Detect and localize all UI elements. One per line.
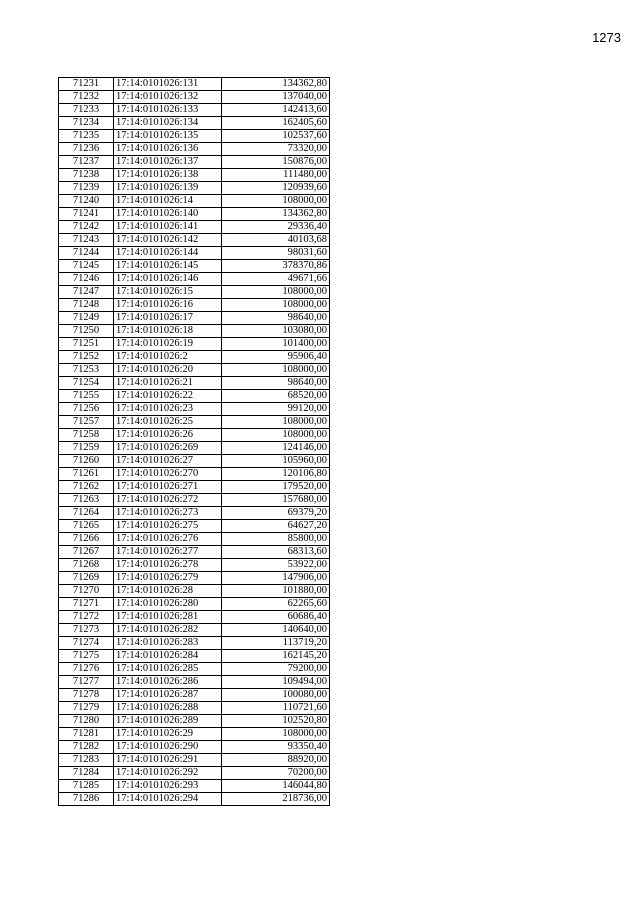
cadastral-number-cell: 17:14:0101026:132 xyxy=(114,91,222,104)
table-row xyxy=(59,455,330,468)
table-row xyxy=(59,533,330,546)
table-row xyxy=(59,169,330,182)
cadastral-number-cell: 17:14:0101026:146 xyxy=(114,273,222,286)
cadastral-number-cell: 17:14:0101026:292 xyxy=(114,767,222,780)
table-row xyxy=(59,559,330,572)
cadastral-number-cell: 17:14:0101026:18 xyxy=(114,325,222,338)
table-row xyxy=(59,676,330,689)
value-cell: 134362,80 xyxy=(222,78,330,91)
row-number-cell: 71260 xyxy=(59,455,114,468)
value-cell: 69379,20 xyxy=(222,507,330,520)
cadastral-number-cell: 17:14:0101026:26 xyxy=(114,429,222,442)
cadastral-number-cell: 17:14:0101026:279 xyxy=(114,572,222,585)
cadastral-number-cell: 17:14:0101026:290 xyxy=(114,741,222,754)
table-row xyxy=(59,273,330,286)
value-cell: 100080,00 xyxy=(222,689,330,702)
value-cell: 88920,00 xyxy=(222,754,330,767)
value-cell: 53922,00 xyxy=(222,559,330,572)
cadastral-number-cell: 17:14:0101026:133 xyxy=(114,104,222,117)
cadastral-number-cell: 17:14:0101026:271 xyxy=(114,481,222,494)
value-cell: 108000,00 xyxy=(222,195,330,208)
row-number-cell: 71262 xyxy=(59,481,114,494)
table-row xyxy=(59,195,330,208)
row-number-cell: 71239 xyxy=(59,182,114,195)
value-cell: 218736,00 xyxy=(222,793,330,806)
table-row xyxy=(59,520,330,533)
value-cell: 124146,00 xyxy=(222,442,330,455)
table-row xyxy=(59,494,330,507)
cadastral-number-cell: 17:14:0101026:141 xyxy=(114,221,222,234)
row-number-cell: 71234 xyxy=(59,117,114,130)
value-cell: 68313,60 xyxy=(222,546,330,559)
value-cell: 108000,00 xyxy=(222,429,330,442)
cadastral-number-cell: 17:14:0101026:276 xyxy=(114,533,222,546)
row-number-cell: 71264 xyxy=(59,507,114,520)
value-cell: 111480,00 xyxy=(222,169,330,182)
cadastral-number-cell: 17:14:0101026:27 xyxy=(114,455,222,468)
value-cell: 150876,00 xyxy=(222,156,330,169)
value-cell: 64627,20 xyxy=(222,520,330,533)
cadastral-number-cell: 17:14:0101026:289 xyxy=(114,715,222,728)
table-row xyxy=(59,741,330,754)
table-row xyxy=(59,416,330,429)
row-number-cell: 71257 xyxy=(59,416,114,429)
value-cell: 93350,40 xyxy=(222,741,330,754)
cadastral-number-cell: 17:14:0101026:294 xyxy=(114,793,222,806)
row-number-cell: 71244 xyxy=(59,247,114,260)
table-row xyxy=(59,637,330,650)
table-row xyxy=(59,429,330,442)
table-body xyxy=(59,78,330,806)
row-number-cell: 71285 xyxy=(59,780,114,793)
table-row xyxy=(59,91,330,104)
row-number-cell: 71261 xyxy=(59,468,114,481)
value-cell: 98640,00 xyxy=(222,377,330,390)
row-number-cell: 71247 xyxy=(59,286,114,299)
table-row xyxy=(59,481,330,494)
cadastral-number-cell: 17:14:0101026:275 xyxy=(114,520,222,533)
row-number-cell: 71254 xyxy=(59,377,114,390)
value-cell: 378370,86 xyxy=(222,260,330,273)
row-number-cell: 71252 xyxy=(59,351,114,364)
row-number-cell: 71271 xyxy=(59,598,114,611)
cadastral-number-cell: 17:14:0101026:22 xyxy=(114,390,222,403)
cadastral-number-cell: 17:14:0101026:286 xyxy=(114,676,222,689)
cadastral-number-cell: 17:14:0101026:277 xyxy=(114,546,222,559)
cadastral-number-cell: 17:14:0101026:21 xyxy=(114,377,222,390)
cadastral-number-cell: 17:14:0101026:142 xyxy=(114,234,222,247)
value-cell: 120106,80 xyxy=(222,468,330,481)
table-row xyxy=(59,260,330,273)
cadastral-number-cell: 17:14:0101026:278 xyxy=(114,559,222,572)
row-number-cell: 71277 xyxy=(59,676,114,689)
cadastral-number-cell: 17:14:0101026:2 xyxy=(114,351,222,364)
cadastral-number-cell: 17:14:0101026:283 xyxy=(114,637,222,650)
row-number-cell: 71242 xyxy=(59,221,114,234)
row-number-cell: 71281 xyxy=(59,728,114,741)
table-row xyxy=(59,793,330,806)
cadastral-number-cell: 17:14:0101026:287 xyxy=(114,689,222,702)
table-row xyxy=(59,221,330,234)
row-number-cell: 71238 xyxy=(59,169,114,182)
table-row xyxy=(59,728,330,741)
row-number-cell: 71273 xyxy=(59,624,114,637)
table-row xyxy=(59,507,330,520)
value-cell: 142413,60 xyxy=(222,104,330,117)
table-row xyxy=(59,182,330,195)
table-row xyxy=(59,208,330,221)
value-cell: 105960,00 xyxy=(222,455,330,468)
row-number-cell: 71255 xyxy=(59,390,114,403)
cadastral-number-cell: 17:14:0101026:15 xyxy=(114,286,222,299)
value-cell: 103080,00 xyxy=(222,325,330,338)
table-row xyxy=(59,351,330,364)
row-number-cell: 71236 xyxy=(59,143,114,156)
row-number-cell: 71249 xyxy=(59,312,114,325)
row-number-cell: 71251 xyxy=(59,338,114,351)
table-row xyxy=(59,546,330,559)
cadastral-number-cell: 17:14:0101026:285 xyxy=(114,663,222,676)
row-number-cell: 71245 xyxy=(59,260,114,273)
table-row xyxy=(59,585,330,598)
table-row xyxy=(59,104,330,117)
value-cell: 109494,00 xyxy=(222,676,330,689)
row-number-cell: 71246 xyxy=(59,273,114,286)
value-cell: 108000,00 xyxy=(222,286,330,299)
row-number-cell: 71250 xyxy=(59,325,114,338)
row-number-cell: 71284 xyxy=(59,767,114,780)
table-row xyxy=(59,299,330,312)
row-number-cell: 71233 xyxy=(59,104,114,117)
cadastral-number-cell: 17:14:0101026:14 xyxy=(114,195,222,208)
table-row xyxy=(59,78,330,91)
table-row xyxy=(59,286,330,299)
row-number-cell: 71241 xyxy=(59,208,114,221)
cadastral-number-cell: 17:14:0101026:272 xyxy=(114,494,222,507)
table-row xyxy=(59,442,330,455)
row-number-cell: 71283 xyxy=(59,754,114,767)
data-table xyxy=(58,77,330,806)
row-number-cell: 71278 xyxy=(59,689,114,702)
row-number-cell: 71275 xyxy=(59,650,114,663)
table-row xyxy=(59,312,330,325)
value-cell: 49671,66 xyxy=(222,273,330,286)
table-row xyxy=(59,468,330,481)
value-cell: 146044,80 xyxy=(222,780,330,793)
value-cell: 113719,20 xyxy=(222,637,330,650)
table-row xyxy=(59,611,330,624)
table-row xyxy=(59,572,330,585)
value-cell: 85800,00 xyxy=(222,533,330,546)
row-number-cell: 71258 xyxy=(59,429,114,442)
value-cell: 147906,00 xyxy=(222,572,330,585)
value-cell: 98640,00 xyxy=(222,312,330,325)
cadastral-number-cell: 17:14:0101026:284 xyxy=(114,650,222,663)
row-number-cell: 71256 xyxy=(59,403,114,416)
cadastral-number-cell: 17:14:0101026:20 xyxy=(114,364,222,377)
row-number-cell: 71272 xyxy=(59,611,114,624)
value-cell: 73320,00 xyxy=(222,143,330,156)
table-row xyxy=(59,234,330,247)
value-cell: 179520,00 xyxy=(222,481,330,494)
cadastral-number-cell: 17:14:0101026:144 xyxy=(114,247,222,260)
value-cell: 99120,00 xyxy=(222,403,330,416)
row-number-cell: 71235 xyxy=(59,130,114,143)
cadastral-number-cell: 17:14:0101026:280 xyxy=(114,598,222,611)
value-cell: 62265,60 xyxy=(222,598,330,611)
table-row xyxy=(59,624,330,637)
cadastral-number-cell: 17:14:0101026:19 xyxy=(114,338,222,351)
value-cell: 108000,00 xyxy=(222,364,330,377)
row-number-cell: 71270 xyxy=(59,585,114,598)
table-row xyxy=(59,780,330,793)
row-number-cell: 71279 xyxy=(59,702,114,715)
page-number: 1273 xyxy=(592,30,621,45)
value-cell: 134362,80 xyxy=(222,208,330,221)
value-cell: 40103,68 xyxy=(222,234,330,247)
table-row xyxy=(59,598,330,611)
value-cell: 102520,80 xyxy=(222,715,330,728)
table-row xyxy=(59,754,330,767)
cadastral-number-cell: 17:14:0101026:29 xyxy=(114,728,222,741)
cadastral-number-cell: 17:14:0101026:281 xyxy=(114,611,222,624)
value-cell: 140640,00 xyxy=(222,624,330,637)
table-row xyxy=(59,689,330,702)
value-cell: 110721,60 xyxy=(222,702,330,715)
cadastral-number-cell: 17:14:0101026:270 xyxy=(114,468,222,481)
row-number-cell: 71237 xyxy=(59,156,114,169)
table-row xyxy=(59,715,330,728)
value-cell: 162405,60 xyxy=(222,117,330,130)
cadastral-number-cell: 17:14:0101026:23 xyxy=(114,403,222,416)
row-number-cell: 71282 xyxy=(59,741,114,754)
value-cell: 120939,60 xyxy=(222,182,330,195)
row-number-cell: 71259 xyxy=(59,442,114,455)
cadastral-number-cell: 17:14:0101026:288 xyxy=(114,702,222,715)
table-row xyxy=(59,117,330,130)
row-number-cell: 71240 xyxy=(59,195,114,208)
cadastral-number-cell: 17:14:0101026:16 xyxy=(114,299,222,312)
table-row xyxy=(59,403,330,416)
cadastral-number-cell: 17:14:0101026:134 xyxy=(114,117,222,130)
value-cell: 70200,00 xyxy=(222,767,330,780)
row-number-cell: 71232 xyxy=(59,91,114,104)
table-row xyxy=(59,650,330,663)
row-number-cell: 71274 xyxy=(59,637,114,650)
row-number-cell: 71267 xyxy=(59,546,114,559)
cadastral-number-cell: 17:14:0101026:138 xyxy=(114,169,222,182)
row-number-cell: 71248 xyxy=(59,299,114,312)
value-cell: 108000,00 xyxy=(222,728,330,741)
value-cell: 101400,00 xyxy=(222,338,330,351)
value-cell: 108000,00 xyxy=(222,416,330,429)
row-number-cell: 71266 xyxy=(59,533,114,546)
value-cell: 102537,60 xyxy=(222,130,330,143)
cadastral-number-cell: 17:14:0101026:269 xyxy=(114,442,222,455)
cadastral-number-cell: 17:14:0101026:17 xyxy=(114,312,222,325)
value-cell: 162145,20 xyxy=(222,650,330,663)
table-row xyxy=(59,156,330,169)
table-row xyxy=(59,702,330,715)
value-cell: 101880,00 xyxy=(222,585,330,598)
cadastral-number-cell: 17:14:0101026:135 xyxy=(114,130,222,143)
table-row xyxy=(59,325,330,338)
table-row xyxy=(59,247,330,260)
value-cell: 79200,00 xyxy=(222,663,330,676)
row-number-cell: 71276 xyxy=(59,663,114,676)
table-row xyxy=(59,143,330,156)
table-row xyxy=(59,364,330,377)
table-row xyxy=(59,377,330,390)
row-number-cell: 71243 xyxy=(59,234,114,247)
row-number-cell: 71268 xyxy=(59,559,114,572)
row-number-cell: 71231 xyxy=(59,78,114,91)
cadastral-number-cell: 17:14:0101026:139 xyxy=(114,182,222,195)
row-number-cell: 71253 xyxy=(59,364,114,377)
value-cell: 29336,40 xyxy=(222,221,330,234)
table-row xyxy=(59,130,330,143)
cadastral-number-cell: 17:14:0101026:273 xyxy=(114,507,222,520)
cadastral-number-cell: 17:14:0101026:137 xyxy=(114,156,222,169)
row-number-cell: 71265 xyxy=(59,520,114,533)
cadastral-number-cell: 17:14:0101026:136 xyxy=(114,143,222,156)
value-cell: 98031,60 xyxy=(222,247,330,260)
cadastral-number-cell: 17:14:0101026:28 xyxy=(114,585,222,598)
cadastral-number-cell: 17:14:0101026:131 xyxy=(114,78,222,91)
table-row xyxy=(59,663,330,676)
cadastral-number-cell: 17:14:0101026:293 xyxy=(114,780,222,793)
row-number-cell: 71286 xyxy=(59,793,114,806)
value-cell: 137040,00 xyxy=(222,91,330,104)
cadastral-number-cell: 17:14:0101026:145 xyxy=(114,260,222,273)
value-cell: 68520,00 xyxy=(222,390,330,403)
cadastral-number-cell: 17:14:0101026:282 xyxy=(114,624,222,637)
cadastral-number-cell: 17:14:0101026:291 xyxy=(114,754,222,767)
value-cell: 157680,00 xyxy=(222,494,330,507)
row-number-cell: 71280 xyxy=(59,715,114,728)
cadastral-number-cell: 17:14:0101026:140 xyxy=(114,208,222,221)
cadastral-number-cell: 17:14:0101026:25 xyxy=(114,416,222,429)
value-cell: 108000,00 xyxy=(222,299,330,312)
row-number-cell: 71269 xyxy=(59,572,114,585)
value-cell: 60686,40 xyxy=(222,611,330,624)
value-cell: 95906,40 xyxy=(222,351,330,364)
table-row xyxy=(59,767,330,780)
table-row xyxy=(59,338,330,351)
table-row xyxy=(59,390,330,403)
row-number-cell: 71263 xyxy=(59,494,114,507)
